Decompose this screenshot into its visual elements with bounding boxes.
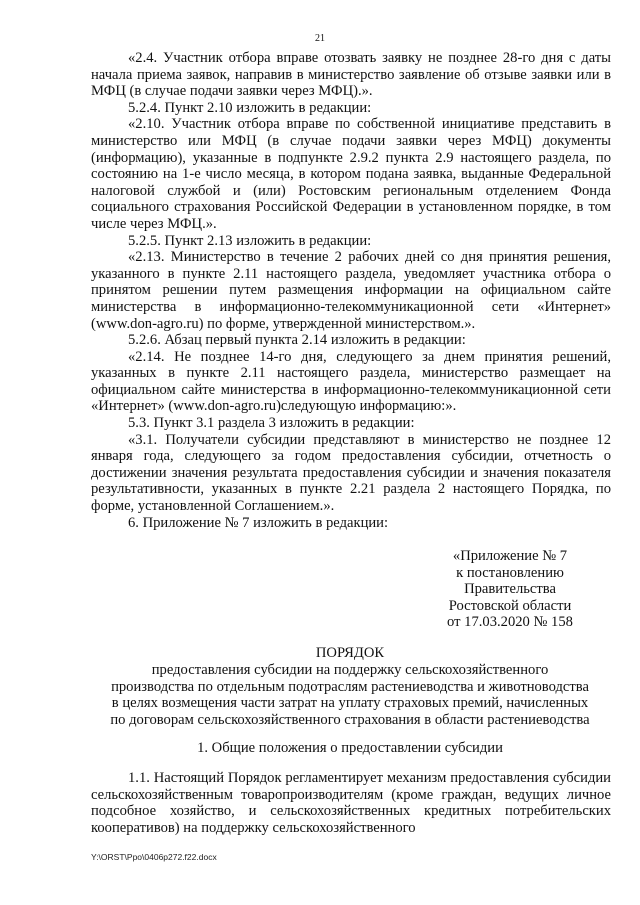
order-subtitle-line: в целях возмещения части затрат на уплату страховых премий, начисленных <box>111 695 589 712</box>
annex-header <box>410 548 610 631</box>
file-path: Y:\ORST\Ppo\0406p272.f22.docx <box>91 852 217 862</box>
order-title: ПОРЯДОК <box>315 645 385 661</box>
annex-line: Ростовской области <box>448 597 572 614</box>
order-subtitle <box>0 662 640 728</box>
order-subtitle-line: по договорам сельскохозяйственного страхования в области растениеводства <box>110 711 590 728</box>
paragraph-2-4: «2.4. Участник отбора вправе отозвать заявку не позднее 28-го дня с даты начала приема заявок, направив в министерство заявление об отзыве заявки или в МФЦ (в случае подачи заявки через МФЦ).». <box>91 50 611 100</box>
order-subtitle-line: производства по отдельным подотраслям растениеводства и животноводства <box>111 678 589 695</box>
paragraph-2-13: «2.13. Министерство в течение 2 рабочих дней со дня принятия решения, указанного в пункте 2.11 настоящего раздела, уведомляет участника отбора о принятом решении путем размещения информации на официальном сайте министерства в информационно-телекоммуникационной сети «Интернет» (www.don-agro.ru) по форме, утвержденной министерством.». <box>91 249 611 332</box>
section-paragraph-1-1: 1.1. Настоящий Порядок регламентирует механизм предоставления субсидии сельскохозяйственным товаропроизводителям (кроме граждан, ведущих личное подсобное хозяйство, и сельскохозяйственных кредитных потребительских кооперативов) на поддержку сельскохозяйственного <box>91 770 611 836</box>
paragraph-2-14: «2.14. Не позднее 14-го дня, следующего за днем принятия решений, указанных в пункте 2.11 настоящего раздела, министерство размещает на официальном сайте министерства в информационно-телекоммуникационной сети «Интернет» (www.don-agro.ru)следующую информацию:». <box>91 348 611 415</box>
annex-line: от 17.03.2020 № 158 <box>447 614 573 631</box>
order-subtitle-line: предоставления субсидии на поддержку сельскохозяйственного <box>151 662 549 678</box>
annex-line: «Приложение № 7 <box>452 548 568 564</box>
amendment-text <box>91 50 611 531</box>
annex-line: к постановлению <box>456 564 564 581</box>
paragraph-3-1: «3.1. Получатели субсидии представляют в министерство не позднее 12 января года, следующего за годом предоставления субсидии, отчетность о достижении значения результата предоставления субсидии и значения показателя результативности, указанных в пункте 2.21 раздела 2 настоящего Порядка, по форме, установленной Соглашением.». <box>91 431 611 515</box>
paragraph-6: 6. Приложение № 7 изложить в редакции: <box>128 514 389 531</box>
section-heading: 1. Общие положения о предоставлении субсидии <box>197 740 503 756</box>
paragraph-5-2-5: 5.2.5. Пункт 2.13 изложить в редакции: <box>128 232 372 249</box>
page-number: 21 <box>315 33 325 44</box>
annex-line: Правительства <box>464 581 556 598</box>
paragraph-5-2-6: 5.2.6. Абзац первый пункта 2.14 изложить в редакции: <box>128 332 466 349</box>
paragraph-5-3: 5.3. Пункт 3.1 раздела 3 изложить в редакции: <box>128 415 415 432</box>
paragraph-2-10: «2.10. Участник отбора вправе по собственной инициативе представить в министерство или МФЦ (в случае подачи заявки через МФЦ) документы (информацию), указанные в подпункте 2.9.2 пункта 2.9 настоящего раздела, по состоянию на 1-е число месяца, в котором подана заявка, выданные Федеральной налоговой службой и (или) Ростовским региональным отделением Фонда социального страхования Российской Федерации в установленном порядке, в том числе через МФЦ.». <box>91 116 611 232</box>
paragraph-5-2-4: 5.2.4. Пункт 2.10 изложить в редакции: <box>128 99 372 116</box>
